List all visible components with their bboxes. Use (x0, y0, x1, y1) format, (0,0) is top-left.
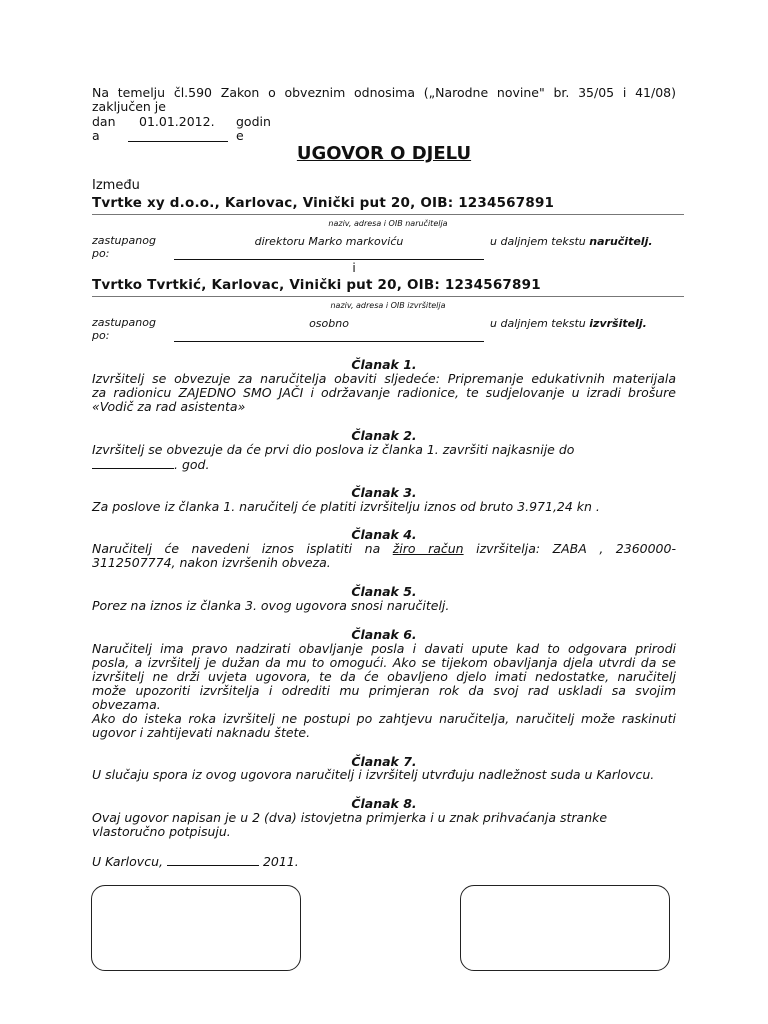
article-4-text-a: Naručitelj će navedeni iznos isplatiti na (92, 541, 393, 556)
intro-date: 01.01.2012. (139, 114, 215, 129)
party2-name: Tvrtko Tvrtkić, Karlovac, Vinički put 20, OIB: 1234567891 (92, 277, 541, 293)
article-6-line-7: ugovor i zahtijevati naknadu štete. (92, 725, 311, 740)
article-4-heading: Članak 4. (351, 527, 417, 542)
party1-divider (92, 214, 684, 215)
article-1-heading: Članak 1. (351, 357, 417, 372)
intro-line-2: zaključen je (92, 99, 166, 114)
article-8-heading: Članak 8. (351, 796, 417, 811)
closing-line (92, 854, 299, 869)
party1-rep-label: zastupanog po: (92, 234, 156, 260)
article-5-line-1: Porez na iznos iz članka 3. ovog ugovora snosi naručitelj. (92, 598, 450, 613)
article-6-line-3: izvršitelj ne drži uvjeta ugovora, te da će obavljeno djelo imati nedostatke, naručitelj (92, 669, 676, 684)
intro-e-label: e (236, 128, 244, 143)
party1-role (490, 235, 653, 248)
closing-date-blank (167, 854, 259, 866)
article-4-line-2: 3112507774, nakon izvršenih obveza. (92, 555, 331, 570)
intro-line-1: Na temelju čl.590 Zakon o obveznim odnosima („Narodne novine" br. 35/05 i 41/08) (92, 85, 676, 100)
signature-box-right (460, 885, 670, 971)
party2-role-prefix: u daljnjem tekstu (490, 317, 590, 330)
party1-rep-name: direktoru Marko markoviću (254, 235, 404, 248)
intro-dan-label: dan (92, 114, 116, 129)
signature-box-left (91, 885, 301, 971)
article-6-line-4: može upozoriti izvršitelja i odrediti mu primjeran rok da svoj rad uskladi sa svojim (92, 683, 676, 698)
article-3-line-1: Za poslove iz članka 1. naručitelj će platiti izvršitelju iznos od bruto 3.971,24 kn . (92, 499, 600, 514)
article-7-heading: Članak 7. (351, 754, 417, 769)
article-5-heading: Članak 5. (351, 584, 417, 599)
intro-godin-label: godin (236, 114, 271, 129)
article-2-line-2 (92, 457, 209, 472)
article-6-line-1: Naručitelj ima pravo nadzirati obavljanje posla i davati upute kad to odgovara prirodi (92, 641, 676, 656)
closing-place: U Karlovcu, (92, 854, 163, 869)
party2-caption: naziv, adresa i OIB izvršitelja (330, 301, 446, 310)
intro-a-label: a (92, 128, 100, 143)
article-2-line-2-suffix: . god. (174, 457, 210, 472)
article-2-heading: Članak 2. (351, 428, 417, 443)
article-6-line-2: posla, a izvršitelj je dužan da mu to omogući. Ako se tijekom obavljanja djela utvrdi da se (92, 655, 676, 670)
party1-name: Tvrtke xy d.o.o., Karlovac, Vinički put 20, OIB: 1234567891 (92, 195, 555, 211)
document-title: UGOVOR O DJELU (296, 143, 472, 164)
party2-role-name: izvršitelj. (589, 317, 647, 330)
article-8-line-2: vlastoručno potpisuju. (92, 824, 231, 839)
article-4-text-b: izvršitelja: ZABA , 2360000- (463, 541, 676, 556)
party2-role (490, 317, 647, 330)
intro-blank-line (128, 141, 228, 142)
article-7-line-1: U slučaju spora iz ovog ugovora naručitelj i izvršitelj utvrđuju nadležnost suda u Karlovcu. (92, 767, 655, 782)
party2-divider (92, 296, 684, 297)
article-2-line-1: Izvršitelj se obvezuje da će prvi dio poslova iz članka 1. završiti najkasnije do (92, 442, 575, 457)
article-3-heading: Članak 3. (351, 485, 417, 500)
between-label: Između (92, 178, 140, 193)
article-2-deadline-blank (92, 457, 174, 469)
conjunction: i (352, 261, 356, 275)
giro-account-link[interactable]: žiro račun (392, 541, 464, 556)
article-6-heading: Članak 6. (351, 627, 417, 642)
party2-rep-label: zastupanog po: (92, 316, 156, 342)
article-8-line-1: Ovaj ugovor napisan je u 2 (dva) istovjetna primjerka i u znak prihvaćanja stranke (92, 810, 608, 825)
party2-rep-line (174, 341, 484, 342)
article-1-line-1: Izvršitelj se obvezuje za naručitelja obaviti sljedeće: Pripremanje edukativnih materijala (92, 371, 676, 386)
party1-role-name: naručitelj. (589, 235, 653, 248)
article-6-line-5: obvezama. (92, 697, 161, 712)
party1-rep-line (174, 259, 484, 260)
party1-caption: naziv, adresa i OIB naručitelja (328, 219, 448, 228)
article-1-line-2: za radionicu ZAJEDNO SMO JAČI i održavanje radionice, te sudjelovanje u izradi brošure (92, 385, 676, 400)
article-1-line-3: «Vodič za rad asistenta» (92, 399, 246, 414)
closing-year: 2011. (262, 854, 299, 869)
party2-rep-name: osobno (309, 317, 349, 330)
article-4-line-1 (92, 542, 676, 556)
party1-role-prefix: u daljnjem tekstu (490, 235, 590, 248)
article-6-line-6: Ako do isteka roka izvršitelj ne postupi po zahtjevu naručitelja, naručitelj može raskinuti (92, 711, 676, 726)
